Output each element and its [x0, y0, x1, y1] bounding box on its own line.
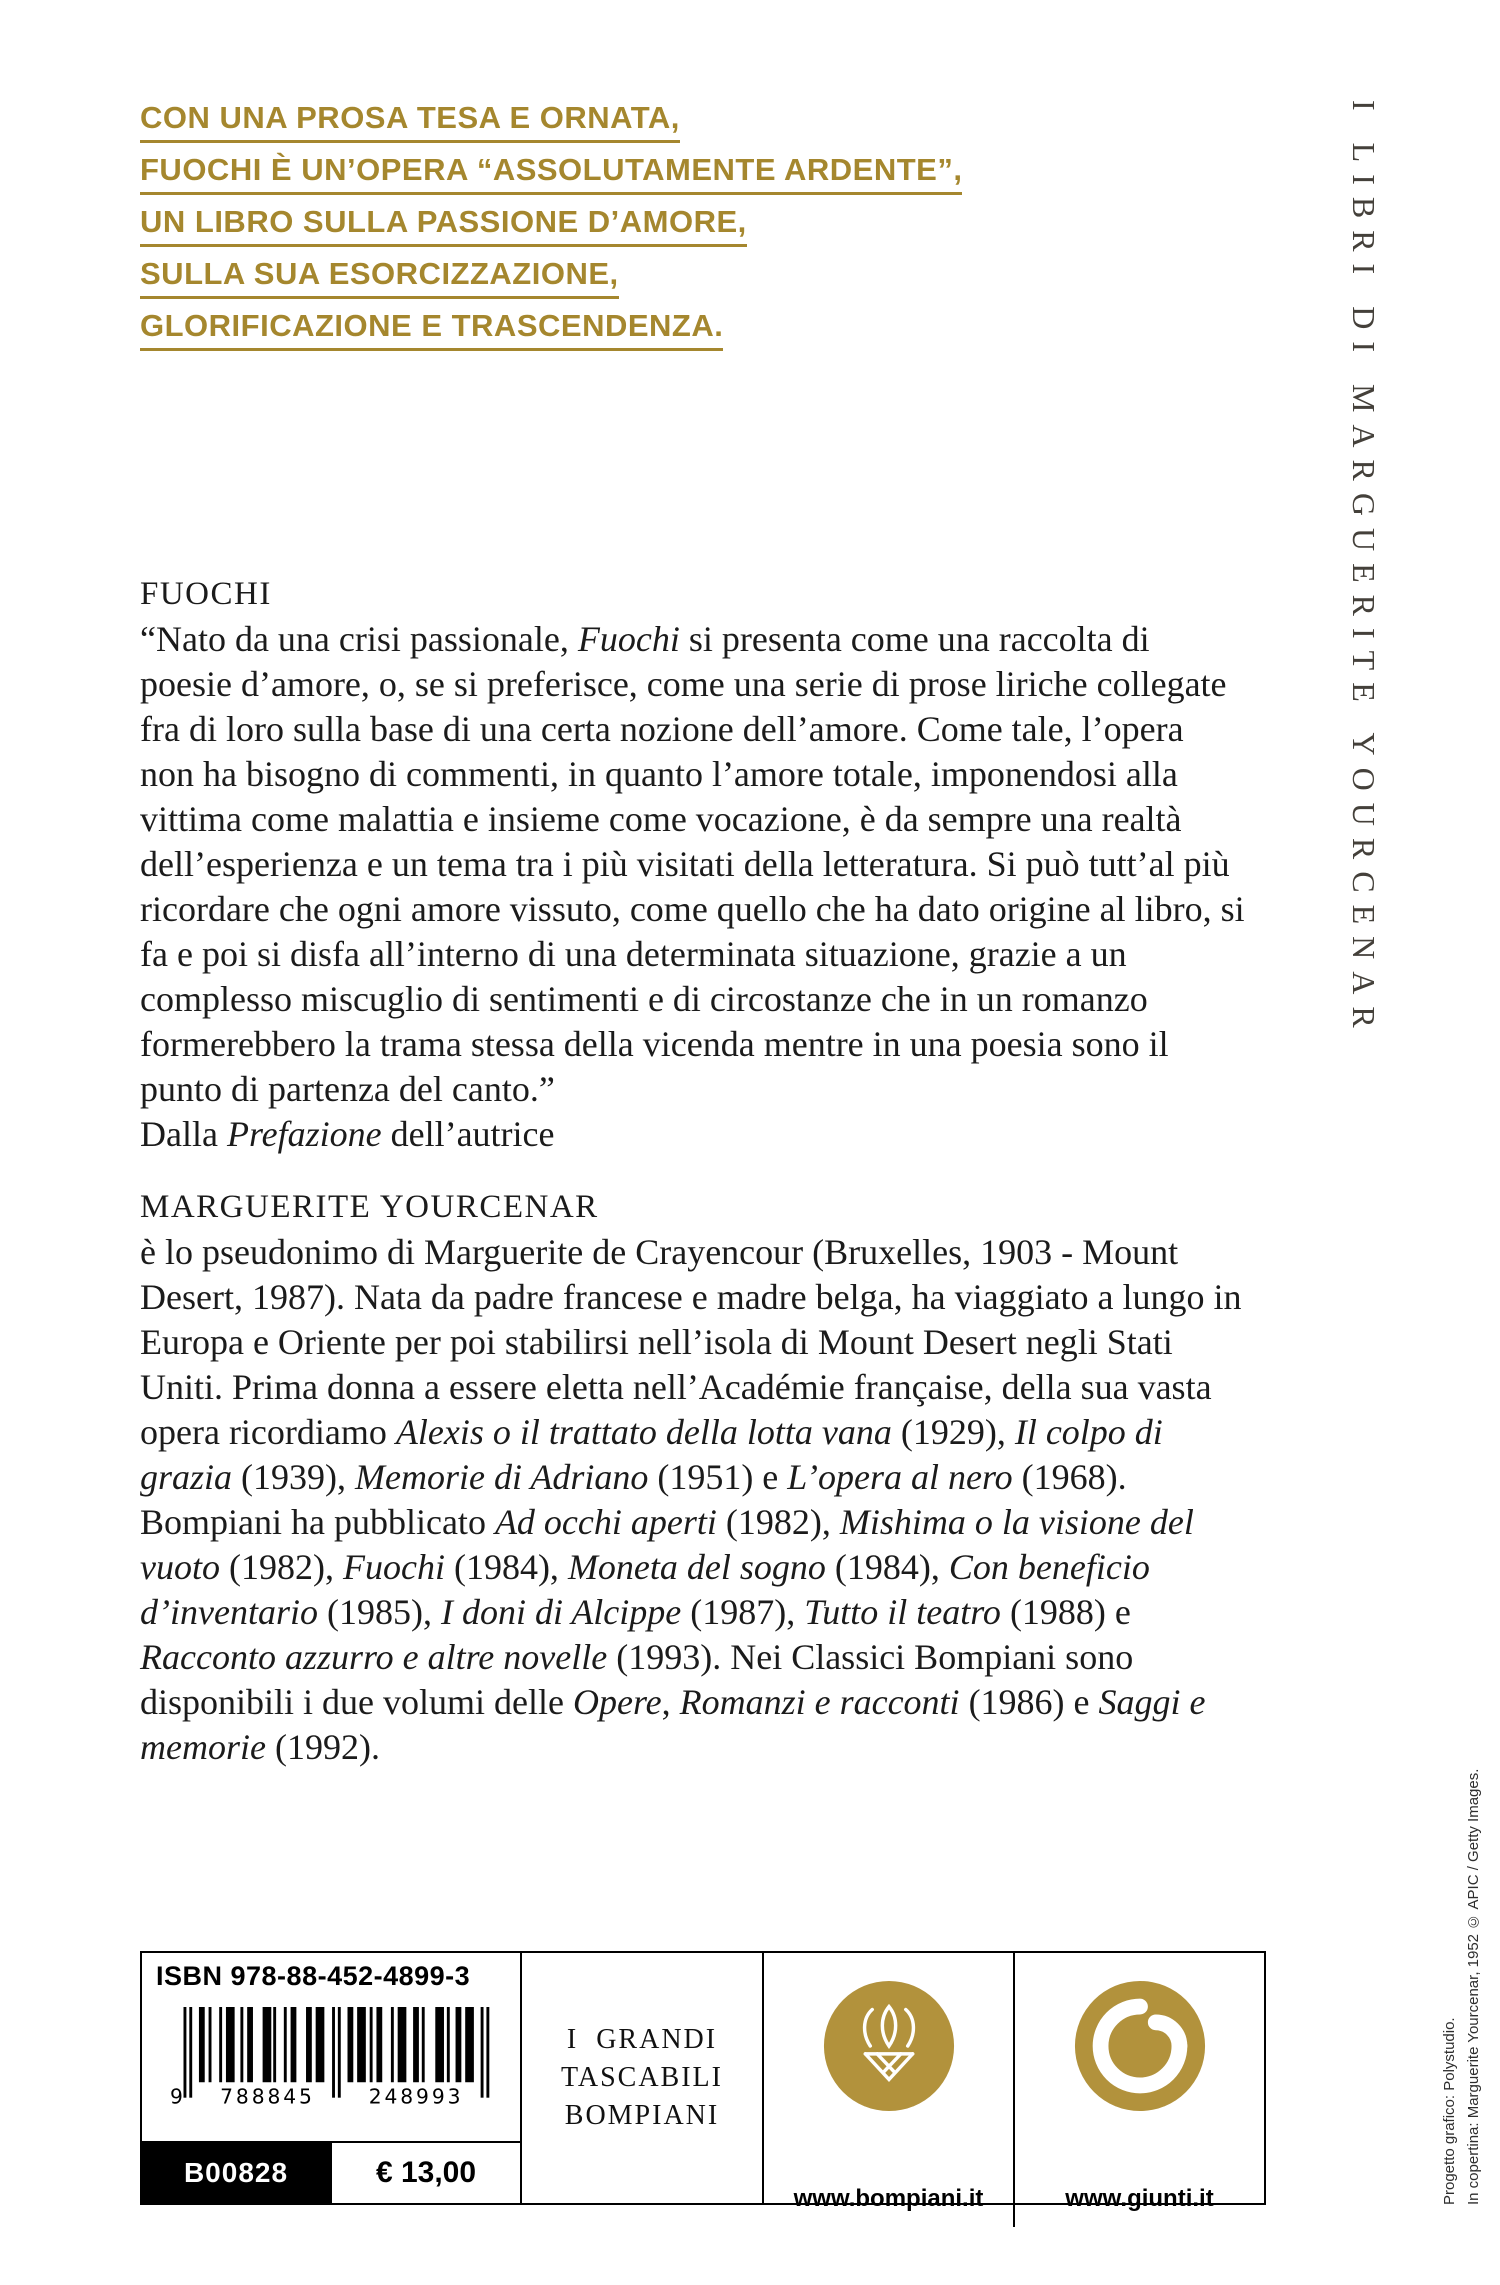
- barcode-digits-right: 248993: [368, 2084, 464, 2109]
- tagline-line: [140, 204, 962, 247]
- tagline-line: [140, 100, 962, 143]
- tagline-block: [140, 100, 962, 360]
- imprint-line: I GRANDI: [566, 2024, 718, 2055]
- tagline-line: [140, 308, 962, 351]
- preface-attribution: Dalla Prefazione dell’autrice: [140, 1114, 555, 1154]
- product-code-badge: B00828: [142, 2143, 330, 2203]
- bompiani-url: www.bompiani.it: [793, 2185, 984, 2212]
- giunti-url: www.giunti.it: [1065, 2185, 1214, 2212]
- photo-credits: [1438, 1645, 1486, 2205]
- bompiani-panel: [764, 1953, 1015, 2227]
- credit-line: In copertina: Marguerite Yourcenar, 1952 © APIC / Getty Images.: [1465, 1768, 1482, 2205]
- series-vertical-title: I LIBRI DI MARGUERITE YOURCENAR: [1346, 100, 1382, 1040]
- footer-info-box: [140, 1951, 1266, 2212]
- book-description: “Nato da una crisi passionale, Fuochi si presenta come una raccolta di poesie d’amore, o, se si preferisce, come una serie di prose liriche collegate fra di loro sulla base di una certa nozione dell’amore. Come tale, l’opera non ha bisogno di commenti, in quanto l’amore totale, imponendosi alla vittima come malattia e insieme come vocazione, è da sempre una realtà dell’esperienza e un tema tra i più visitati della letteratura. Si può tutt’al più ricordare che ogni amore vissuto, come quello che ha dato origine al libro, si fa e poi si disfa all’interno di una determinata situazione, grazie a un complesso miscuglio di sentimenti e di circostanze che in un romanzo formerebbero la trama stessa della vicenda mentre in una poesia sono il punto di partenza del canto.”: [140, 619, 1245, 1109]
- imprint-panel: [522, 1953, 764, 2203]
- imprint-line: TASCABILI: [561, 2062, 723, 2093]
- barcode-bars: [170, 2007, 498, 2141]
- tagline-text: CON UNA PROSA TESA E ORNATA,: [140, 100, 680, 143]
- credit-line: Progetto grafico: Polystudio.: [1441, 2017, 1458, 2205]
- barcode-panel: [142, 1953, 522, 2203]
- barcode-digit-lead: 9: [170, 2084, 186, 2109]
- tagline-text: FUOCHI È UN’OPERA “ASSOLUTAMENTE ARDENTE”,: [140, 152, 962, 195]
- book-title-heading: FUOCHI: [140, 576, 272, 612]
- tagline-text: SULLA SUA ESORCIZZAZIONE,: [140, 256, 619, 299]
- tagline-text: GLORIFICAZIONE E TRASCENDENZA.: [140, 308, 723, 351]
- ean-barcode: [142, 2005, 520, 2141]
- bompiani-logo-icon: [820, 1977, 958, 2115]
- author-section: [140, 1185, 1245, 1770]
- barcode-digits-left: 788845: [220, 2084, 315, 2109]
- tagline-text: UN LIBRO SULLA PASSIONE D’AMORE,: [140, 204, 747, 247]
- tagline-line: [140, 256, 962, 299]
- isbn-label: ISBN 978-88-452-4899-3: [156, 1961, 471, 1991]
- author-name-heading: MARGUERITE YOURCENAR: [140, 1189, 599, 1225]
- giunti-panel: [1015, 1953, 1264, 2227]
- author-bio: è lo pseudonimo di Marguerite de Crayencour (Bruxelles, 1903 - Mount Desert, 1987). Nata da padre francese e madre belga, ha viaggiato a lungo in Europa e Oriente per poi stabilirsi nell’isola di Mount Desert negli Stati Uniti. Prima donna a essere eletta nell’Académie française, della sua vasta opera ricordiamo Alexis o il trattato della lotta vana (1929), Il colpo di grazia (1939), Memorie di Adriano (1951) e L’opera al nero (1968). Bompiani ha pubblicato Ad occhi aperti (1982), Mishima o la visione del vuoto (1982), Fuochi (1984), Moneta del sogno (1984), Con beneficio d’inventario (1985), I doni di Alcippe (1987), Tutto il teatro (1988) e Racconto azzurro e altre novelle (1993). Nei Classici Bompiani sono disponibili i due volumi delle Opere, Romanzi e racconti (1986) e Saggi e memorie (1992).: [140, 1232, 1242, 1767]
- tagline-line: [140, 152, 962, 195]
- main-copy: [140, 572, 1245, 1770]
- price-label: € 13,00: [330, 2143, 520, 2203]
- giunti-logo-icon: [1071, 1977, 1209, 2115]
- code-price-row: [142, 2141, 520, 2203]
- imprint-line: BOMPIANI: [564, 2100, 720, 2131]
